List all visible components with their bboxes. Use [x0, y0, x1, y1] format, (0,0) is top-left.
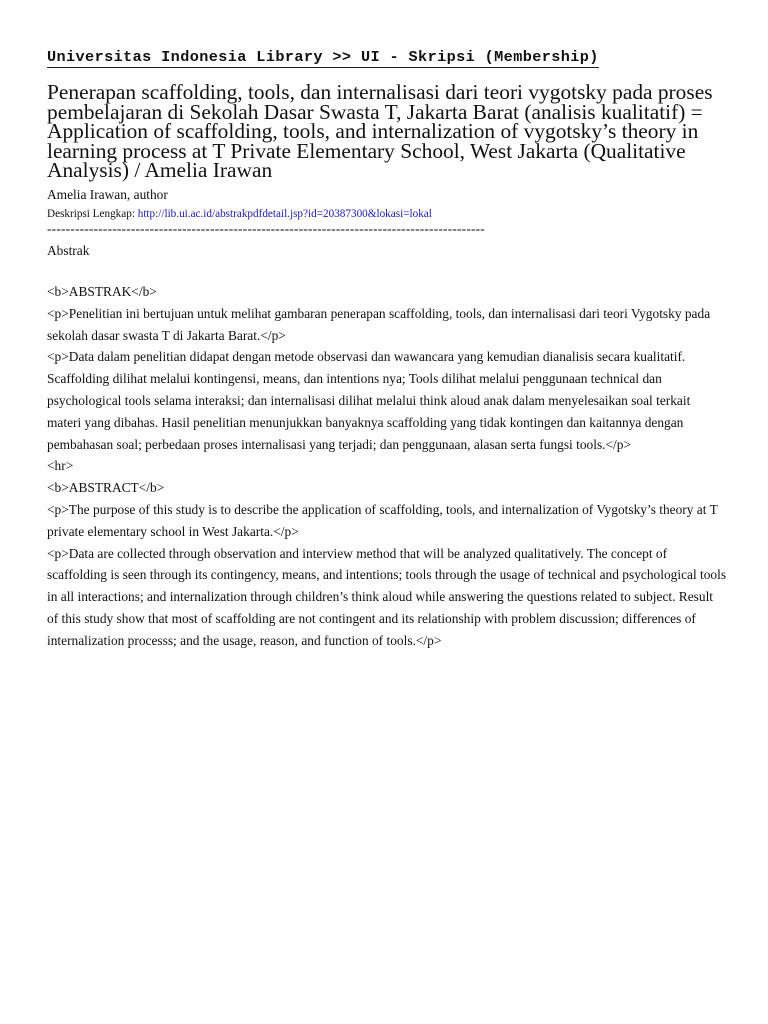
abstract-heading: Abstrak — [47, 243, 90, 258]
library-name[interactable]: Universitas Indonesia Library — [47, 48, 323, 66]
full-description — [47, 208, 432, 220]
abstract-line: <p>Data are collected through observation and interview method that will be analyzed qualitatively. The concept of scaffolding is seen through its contingency, means, and intentions; tools through the usage of technical and psychological tools in all interactions; and internalization through children’s think aloud while answering the questions related to subject. Result of this study show that most of scaffolding are not contingent and its relationship with problem discussion; differences of internalization processs; and the usage, reason, and function of tools.</p> — [47, 545, 727, 648]
abstract-line: <p>Penelitian ini bertujuan untuk melihat gambaran penerapan scaffolding, tools, dan internalisasi dari teori Vygotsky pada sekolah dasar swasta T di Jakarta Barat.</p> — [47, 305, 711, 343]
breadcrumb-separator: >> — [332, 48, 352, 66]
author-line: Amelia Irawan, author — [47, 187, 168, 202]
divider-line: ---------------------------------------------------------------------------------------------- — [47, 221, 485, 236]
abstract-line: <p>Data dalam penelitian didapat dengan metode observasi dan wawancara yang kemudian dianalisis secara kualitatif. Scaffolding dilihat melalui kontingensi, means, dan intentions nya; Tools dilihat melalui penggunaan technical dan psychological tools selama interaksi; dan internalisasi dilihat melalui think aloud anak dalam menyelesaikan soal terkait materi yang dibahas. Hasil penelitian menunjukkan banyaknya scaffolding yang tidak kontingen dan kaitannya dengan pembahasan soal; perbedaan proses internalisasi yang terjadi; dan penggunaan, alasan serta fungsi tools.</p> — [47, 349, 691, 452]
document-title: Penerapan scaffolding, tools, dan internalisasi dari teori vygotsky pada proses pembelajaran di Sekolah Dasar Swasta T, Jakarta Barat (analisis kualitatif) = Application of scaffolding, tools, and internalization of vygotsky’s theory in learning process at T Private Elementary School, West Jakarta (Qualitative Analysis) / Amelia Irawan — [47, 80, 713, 183]
description-label: Deskripsi Lengkap: — [47, 208, 135, 220]
abstract-line: <hr> — [47, 458, 74, 474]
description-link[interactable]: http://lib.ui.ac.id/abstrakpdfdetail.jsp?id=20387300&lokasi=lokal — [137, 208, 432, 220]
abstract-body — [47, 281, 727, 652]
abstract-line: <b>ABSTRACT</b> — [47, 480, 165, 496]
abstract-line: <p>The purpose of this study is to describe the application of scaffolding, tools, and internalization of Vygotsky’s theory at T private elementary school in West Jakarta.</p> — [47, 501, 718, 539]
collection-name[interactable]: UI - Skripsi (Membership) — [360, 48, 599, 66]
library-breadcrumb[interactable] — [47, 48, 599, 68]
abstract-line: <b>ABSTRAK</b> — [47, 284, 157, 299]
